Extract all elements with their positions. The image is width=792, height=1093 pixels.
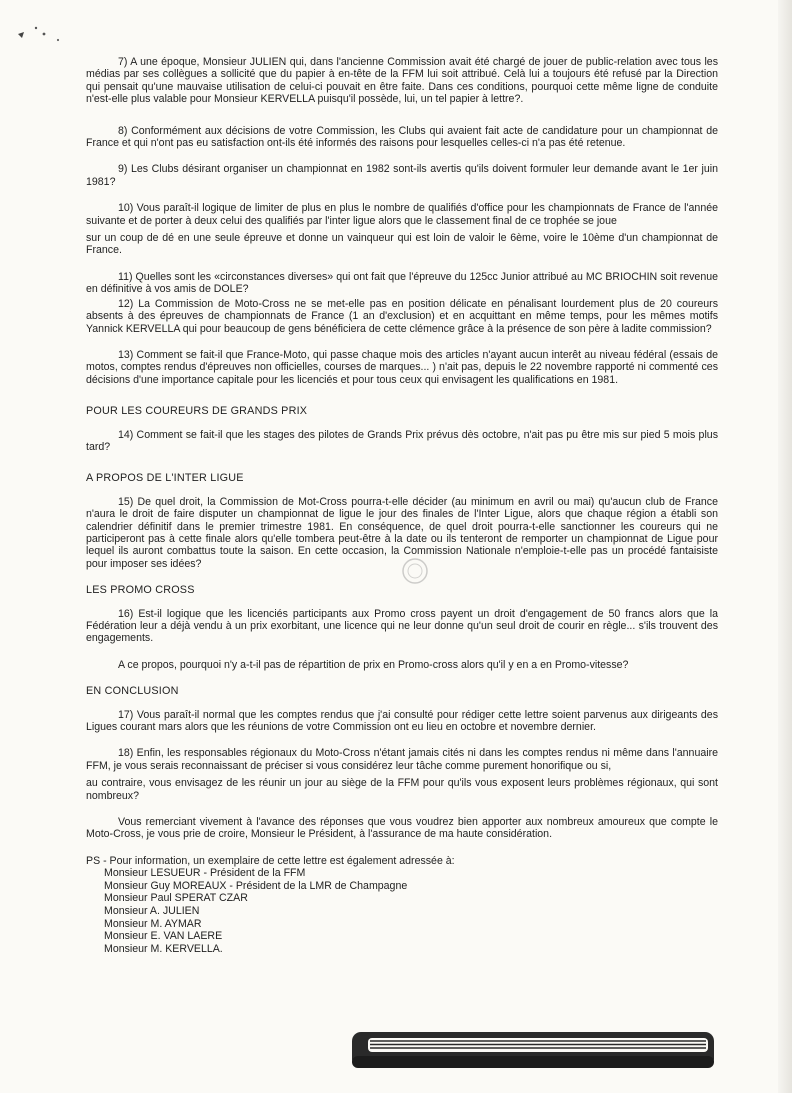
ps-recipient-list <box>104 867 718 955</box>
paragraph-14: 14) Comment se fait-il que les stages des pilotes de Grands Prix prévus dès octobre, n'ait pas pu être mis sur pied 5 mois plus tard? <box>86 428 718 453</box>
paragraph-10b: sur un coup de dé en une seule épreuve et donne un vainqueur qui est loin de valoir le 6ème, voire le 10ème d'un championnat de France. <box>86 232 718 257</box>
postscript <box>86 855 718 956</box>
book-icon <box>346 1028 720 1074</box>
paragraph-15: 15) De quel droit, la Commission de Mot-Cross pourra-t-elle décider (au minimum en avril ou mai) qu'aucun club de France n'aura le droit de faire disputer un championnat de ligue le jour des finales de l'Inter Ligue, alors que chaque région a établi son calendrier définitif dans le premier trimestre 1981. En conséquence, de quel droit pourra-t-elle sanctionner les coureurs qui ne participeront pas à cette finale alors qu'elle tombera peut-être à la date ou ils tenteront de remporter un championnat de Ligue pour lequel ils auront combattus toute la saison. En cette occasion, la Commission Nationale n'emploie-t-elle pas un procédé fantaisiste pour imposer ses idées? <box>86 495 718 570</box>
ps-recipient: Monsieur E. VAN LAERE <box>104 930 223 943</box>
ps-recipient: Monsieur M. AYMAR <box>104 917 202 930</box>
paragraph-12: 12) La Commission de Moto-Cross ne se met-elle pas en position délicate en pénalisant lourdement plus de 20 coureurs absents à des épreuves de championnats de France (1 an d'exclusion) et en acquittant en même temps, pour les mêmes motifs Yannick KERVELLA qui pour beaucoup de gens bénéficiera de cette clémence grâce à la présence de son père à ladite commission? <box>86 297 718 335</box>
paragraph-8: 8) Conformément aux décisions de votre Commission, les Clubs qui avaient fait acte de candidature pour un championnat de France et qui n'ont pas eu satisfaction ont-ils été informés des raisons pour lesquelles celles-ci n'a pas été retenue. <box>86 124 718 150</box>
ps-recipient: Monsieur A. JULIEN <box>104 905 200 918</box>
paragraph-18b: au contraire, vous envisagez de les réunir un jour au siège de la FFM pour qu'ils vous exposent leurs problèmes régionaux, qui sont nombreux? <box>86 777 718 802</box>
section-heading-grands-prix: POUR LES COUREURS DE GRANDS PRIX <box>86 405 308 418</box>
section-heading-conclusion: EN CONCLUSION <box>86 685 179 698</box>
ps-recipient: Monsieur Paul SPERAT CZAR <box>104 892 248 905</box>
ps-recipient: Monsieur Guy MOREAUX - Président de la LMR de Champagne <box>104 879 408 892</box>
ps-intro: PS - Pour information, un exemplaire de cette lettre est également adressée à: <box>86 854 455 867</box>
ps-recipient: Monsieur LESUEUR - Président de la FFM <box>104 867 306 880</box>
section-heading-inter-ligue: A PROPOS DE L'INTER LIGUE <box>86 472 244 485</box>
paragraph-11: 11) Quelles sont les «circonstances diverses» qui ont fait que l'épreuve du 125cc Junior attribué au MC BRIOCHIN soit revenue en définitive à vos amis de DOLE? <box>86 270 718 296</box>
section-heading-promo-cross: LES PROMO CROSS <box>86 584 195 597</box>
closing-paragraph: Vous remerciant vivement à l'avance des réponses que vous voudrez bien apporter aux nombreux amoureux que compte le Moto-Cross, je vous prie de croire, Monsieur le Président, à l'assurance de ma haute considération. <box>86 816 718 841</box>
letter-body <box>86 56 718 955</box>
paragraph-18a: 18) Enfin, les responsables régionaux du Moto-Cross n'étant jamais cités ni dans les comptes rendus ni même dans l'annuaire FFM, je vous serais reconnaissant de préciser si vous considérez leur tâche comme purement honorifique ou si, <box>86 747 718 772</box>
paragraph-17: 17) Vous paraît-il normal que les comptes rendus que j'ai consulté pour rédiger cette lettre soient parvenus aux dirigeants des Ligues courant mars alors que les réunions de votre Commission ont eu lieu en octobre et novembre dernier. <box>86 708 718 734</box>
paragraph-9: 9) Les Clubs désirant organiser un championnat en 1982 sont-ils avertis qu'ils doivent formuler leur demande avant le 1er juin 1981? <box>86 163 718 188</box>
paragraph-16b: A ce propos, pourquoi n'y a-t-il pas de répartition de prix en Promo-cross alors qu'il y en a en Promo-vitesse? <box>118 658 629 671</box>
ps-recipient: Monsieur M. KERVELLA. <box>104 942 223 955</box>
paragraph-10a: 10) Vous paraît-il logique de limiter de plus en plus le nombre de qualifiés d'office pour les championnats de France de l'année suivante et de porter à deux celui des qualifiés par l'inter ligue alors que le classement final de ce trophée se joue <box>86 202 718 227</box>
page-edge-shadow <box>778 0 792 1093</box>
paragraph-16: 16) Est-il logique que les licenciés participants aux Promo cross payent un droit d'engagement de 50 francs alors que la Fédération leur a déjà vendu à un prix exorbitant, une licence qui ne leur donne qu'un seul droit de courir en règle... s'ils trouvent des engagements. <box>86 607 718 645</box>
corner-marks-icon <box>14 20 64 46</box>
paragraph-13: 13) Comment se fait-il que France-Moto, qui passe chaque mois des articles n'ayant aucun interêt au niveau fédéral (essais de motos, comptes rendus d'épreuves non officielles, courses de marques... ) n'ait pas, depuis le 22 novembre rapporté ni commenté ces décisions d'une importance capitale pour les licenciés et pour tous ceux qui envisagent les qualifications en 1981. <box>86 348 718 386</box>
olg-watermark-icon <box>400 556 430 586</box>
paragraph-7: 7) A une époque, Monsieur JULIEN qui, dans l'ancienne Commission avait été chargé de jouer de public-relation avec tous les médias par ses collègues a sollicité que du papier à en-tête de la FFM lui soit attribué. Celà lui a toujours été refusé par la Direction qui pensait qu'une mauvaise utilisation de celui-ci pouvait en être faite. Dans ces conditions, pourquoi cette même ligne de conduite n'est-elle plus valable pour Monsieur KERVELLA puisqu'il possède, lui, un tel papier à lettre?. <box>86 56 718 106</box>
